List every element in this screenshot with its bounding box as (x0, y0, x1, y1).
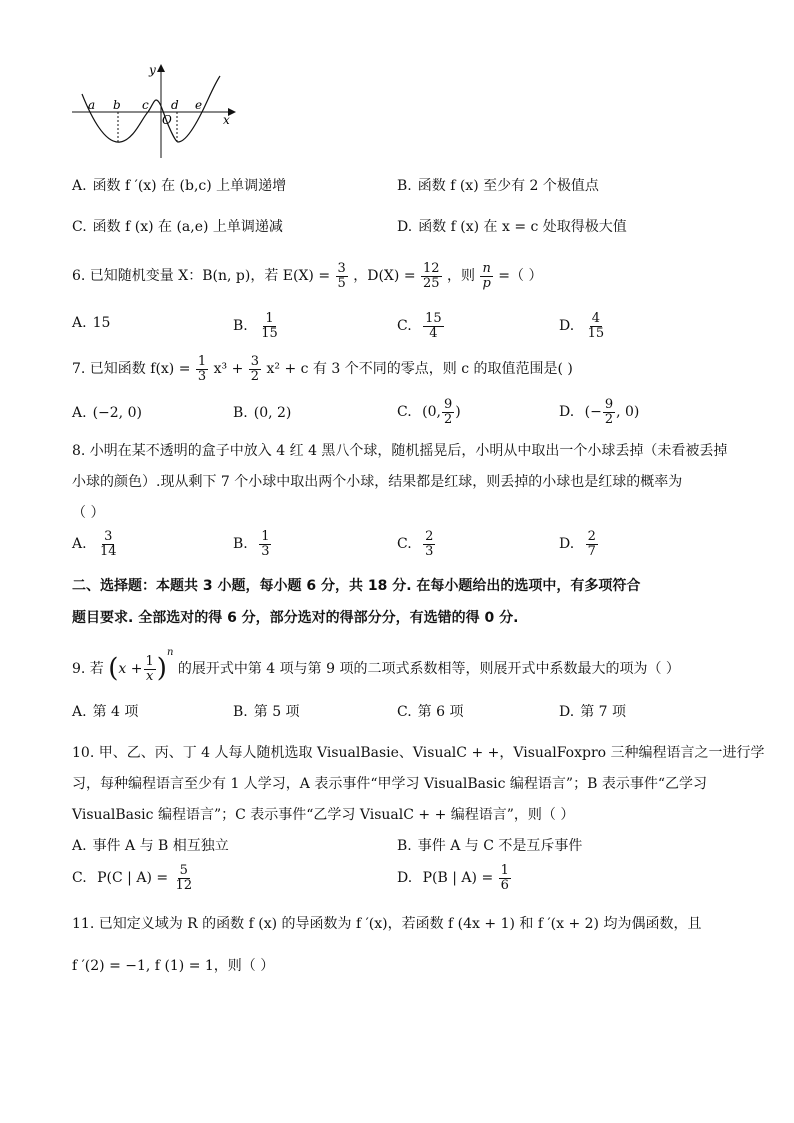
q7-option-d: D. (− $\frac{9}{2}$ , 0) (559, 397, 640, 427)
label-a: a (88, 98, 96, 112)
q8-option-c: C. $\frac{2}{3}$ (397, 529, 434, 559)
q8-option-d: D. $\frac{2}{7}$ (559, 529, 596, 559)
q10-line-3: VisualBasic 编程语言”；C 表示事件“乙学习 VisualC + + 编程语言”，则（ ） (72, 807, 575, 823)
q5-option-c: C. 函数 f (x) 在 (a,e) 上单调递减 (72, 219, 283, 235)
q7-stem: 7. 已知函数 f(x) = $\frac{1}{3}$ x³ + $\frac{3}{2}$ x² + c 有 3 个不同的零点，则 c 的取值范围是( ) (72, 354, 573, 384)
q8-option-a: A. $\frac{3}{14}$ (72, 529, 117, 559)
derivative-graph (68, 60, 243, 162)
q7-option-a: A. (−2, 0) (72, 405, 142, 421)
q5-option-d: D. 函数 f (x) 在 x = c 处取得极大值 (397, 219, 627, 235)
q10-option-c: C. P(C | A) = $\frac{5}{12}$ (72, 863, 193, 893)
q9-option-c: C. 第 6 项 (397, 704, 464, 720)
label-d: d (171, 98, 179, 112)
q9-option-a: A. 第 4 项 (72, 704, 139, 720)
label-x: x (223, 113, 230, 127)
q8-option-b: B. $\frac{1}{3}$ (233, 529, 270, 559)
section-2-heading-line-2: 题目要求. 全部选对的得 6 分，部分选对的得部分分，有选错的得 0 分. (72, 610, 519, 626)
q11-line-1: 11. 已知定义域为 R 的函数 f (x) 的导函数为 f ′(x)，若函数 f (4x + 1) 和 f ′(x + 2) 均为偶函数，且 (72, 916, 702, 932)
q6-option-a: A. 15 (72, 315, 111, 331)
label-b: b (113, 98, 121, 112)
q9-option-d: D. 第 7 项 (559, 704, 626, 720)
q8-line-3: （ ） (72, 505, 105, 521)
q5-option-b: B. 函数 f (x) 至少有 2 个极值点 (397, 178, 599, 194)
q7-option-c: C. (0, $\frac{9}{2}$ ) (397, 397, 461, 427)
q10-option-a: A. 事件 A 与 B 相互独立 (72, 838, 229, 854)
q6-option-d: D. $\frac{4}{15}$ (559, 311, 605, 341)
q6-option-b: B. $\frac{1}{15}$ (233, 311, 278, 341)
label-c: c (142, 98, 149, 112)
q9-stem: 9. 若 (x + $\frac{1}{x}$ )$^n$ 的展开式中第 4 项与第 9 项的二项式系数相等，则展开式中系数最大的项为（ ） (72, 647, 680, 684)
label-o: O (162, 113, 172, 127)
q9-option-b: B. 第 5 项 (233, 704, 300, 720)
label-e: e (195, 98, 203, 112)
q11-line-2: f ′(2) = −1, f (1) = 1，则（ ） (72, 958, 275, 974)
q6-stem: 6. 已知随机变量 X：B(n, p)，若 E(X) = $\frac{3}{5}$ ，D(X) = $\frac{12}{25}$ ，则 $\frac{n}{p}$ =（ ） (72, 261, 543, 291)
q7-option-b: B. (0, 2) (233, 405, 292, 421)
label-y: y (149, 63, 156, 77)
q5-option-a: A. 函数 f ′(x) 在 (b,c) 上单调递增 (72, 178, 287, 194)
q8-line-1: 8. 小明在某不透明的盒子中放入 4 红 4 黑八个球，随机摇晃后，小明从中取出一个小球丢掉（未看被丢掉 (72, 443, 728, 459)
q8-line-2: 小球的颜色）.现从剩下 7 个小球中取出两个小球，结果都是红球，则丢掉的小球也是红球的概率为 (72, 474, 683, 490)
q10-line-1: 10. 甲、乙、丙、丁 4 人每人随机选取 VisualBasie、VisualC + +，VisualFoxpro 三种编程语言之一进行学 (72, 745, 765, 761)
section-2-heading-line-1: 二、选择题：本题共 3 小题，每小题 6 分，共 18 分. 在每小题给出的选项中，有多项符合 (72, 578, 641, 594)
q10-option-d: D. P(B | A) = $\frac{1}{6}$ (397, 863, 509, 893)
q10-option-b: B. 事件 A 与 C 不是互斥事件 (397, 838, 583, 854)
q10-line-2: 习，每种编程语言至少有 1 人学习，A 表示事件“甲学习 VisualBasic 编程语言”；B 表示事件“乙学习 (72, 776, 707, 792)
q6-option-c: C. $\frac{15}{4}$ (397, 311, 442, 341)
